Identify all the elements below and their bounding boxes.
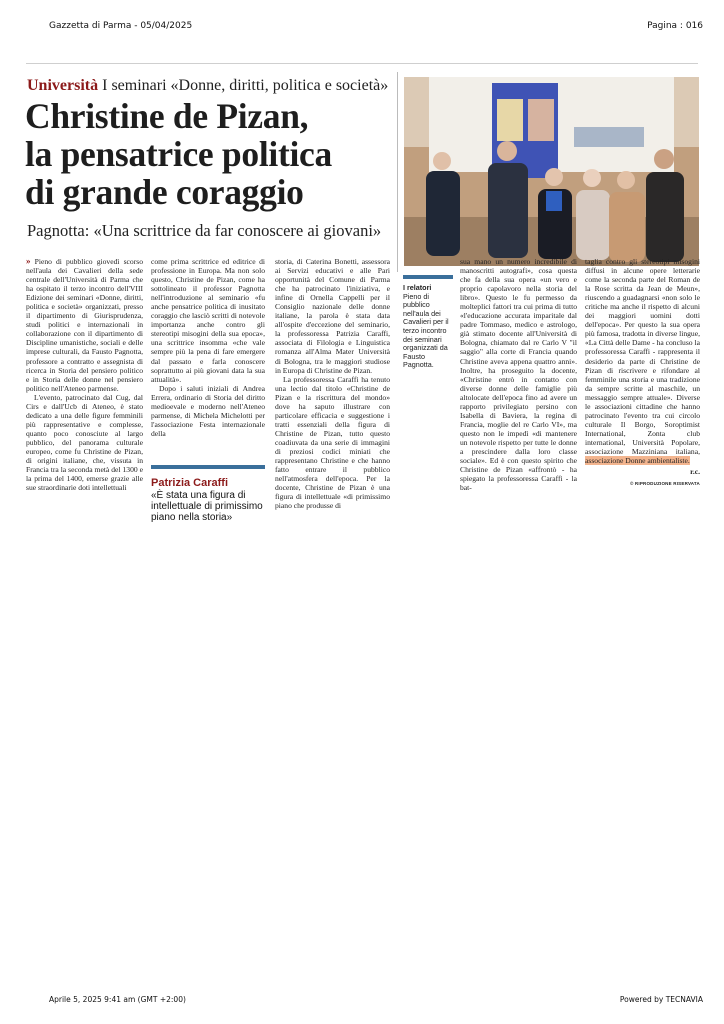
pull-quote-author: Patrizia Caraffi bbox=[151, 477, 229, 489]
newspaper-date: Gazzetta di Parma - 05/04/2025 bbox=[49, 21, 193, 31]
column-divider bbox=[397, 72, 398, 272]
page-number: Pagina : 016 bbox=[647, 21, 703, 31]
kicker-text: I seminari «Donne, diritti, politica e società» bbox=[102, 77, 389, 94]
paragraph: storia, di Caterina Bonetti, assessora ai Servizi educativi e alle Pari opportunità del Comune di Parma che ha patrocinato l'iniziativa, e infine di Ornella Cappelli per il Consiglio nazionale delle donne italiane, la parola è stata data all'ospite d'eccezione del seminario, la professoressa Patrizia Caraffi, associata di Filologia e Linguistica romanza all'Alma Mater Università di Bologna, tra le maggiori studiose in Europa di Christine de Pizan. bbox=[275, 257, 390, 375]
paragraph: Dopo i saluti iniziali di Andrea Errera, ordinario di Storia del diritto medioevale e moderno nell'Ateneo parmense, di Michela Michelotti per l'associazione Festa internazionale della bbox=[151, 383, 265, 438]
caption-rule bbox=[403, 275, 453, 279]
pull-quote-text: «È stata una figura di intellettuale di primissimo piano nella storia» bbox=[151, 490, 263, 523]
pull-quote bbox=[151, 465, 265, 523]
article-subhead: Pagnotta: «Una scrittrice da far conoscere ai giovani» bbox=[27, 221, 382, 240]
paragraph: sua mano un numero incredibile di manoscritti autografi», cosa questa che fa della sua opera «un vero e proprio capolavoro nella storia del libro». Questo le fu permesso da molteplici fattori tra cui prima di tutto «l'educazione accurata imparitale dal padre Tommaso, medico e astrologo, già stimato docente all'Università di Bologna, chiamato dal re Carlo V "il saggio" alla corte di Francia quando Christine aveva appena quattro anni». Inoltre, ha proseguito la docente, «Christine entrò in contatto con diverse donne delle famiglie più altolocate dell'epoca fino ad avere un rapporto privilegiato persino con Isabella di Baviera, la regina di Francia, moglie del re Carlo VI», ma questo non le impedì «di mantenere un notevole rispetto per tutte le donne a prescindere dalla loro classe sociale». Ed è con questo spirito che Christine de Pizan «affrontò - ha spiegato la professoressa Caraffi - la bat- bbox=[460, 257, 577, 493]
footer-credit: Powered by TECNAVIA bbox=[619, 995, 703, 1004]
caption-title: I relatori bbox=[403, 283, 432, 292]
footer-timestamp: Aprile 5, 2025 9:41 am (GMT +2:00) bbox=[49, 995, 186, 1004]
article-column-3 bbox=[275, 257, 390, 510]
group-photo-illustration bbox=[404, 77, 699, 266]
section-label: Università bbox=[27, 77, 99, 94]
page-footer bbox=[49, 995, 703, 1007]
headline-line-1: Christine de Pizan, bbox=[25, 96, 309, 136]
lead-chevron-icon: » bbox=[26, 256, 31, 266]
article-column-4 bbox=[460, 257, 577, 492]
article-column-1 bbox=[26, 257, 143, 492]
article-photo bbox=[404, 77, 699, 266]
paragraph: come prima scrittrice ed editrice di professione in Europa. Ma non solo questo, Christine de Pizan, come ha sottolineato il professor Pagnotta nell'introduzione al seminario «fu anche pensatrice politica di inusitato coraggio che lasciò scritti di notevole importanza anche contro gli stereotipi misogini della sua epoca», una scrittrice insomma «che vale sempre più la pena di fare emergere dal passato e farla conoscere soprattutto ai più giovani data la sua attualità». bbox=[151, 257, 265, 384]
article-column-5 bbox=[585, 257, 700, 488]
photo-caption bbox=[403, 275, 453, 370]
headline-line-3: di grande coraggio bbox=[25, 172, 304, 212]
highlighted-text: associazione Donne ambientaliste. bbox=[585, 456, 690, 466]
paragraph: taglia contro gli stereotipi misogini diffusi in alcune opere letterarie come la seconda parte del Roman de la Rose scritta da Jean de Meun», riuscendo a guadagnarsi «non solo le critiche ma anche il rispetto di alcuni dei maggiori uomini dotti dell'epoca». Per questo la sua opera più famosa, tradotta in diverse lingue, «La Città delle Dame - ha concluso la professoressa Caraffi - rappresenta il desiderio da parte di Christine de Pizan di riscrivere e rifondare al femminile una storia e una tradizione da sempre scritte al maschile, un messaggio sempre attuale». Diverse le associazioni cittadine che hanno patrocinato l'evento tra cui circolo culturale Il Borgo, Soroptimist International, Zonta club international, Università Popolare, associazione Mazziniana italiana, associazione Donne ambientaliste. bbox=[585, 257, 700, 466]
page-header bbox=[49, 21, 703, 35]
copyright-notice: © RIPRODUZIONE RISERVATA bbox=[629, 481, 700, 487]
paragraph: » Pieno di pubblico giovedì scorso nell'aula dei Cavalieri della sede centrale dell'Università di Parma che ha ospitato il terzo incontro dell'VIII Edizione dei seminari «Donne, diritti, politica e società» organizzati, presso il dipartimento di Giurisprudenza, studi politici e internazionali in collaborazione con il dipartimento di Discipline umanistiche, sociali e delle imprese culturali, da Fausto Pagnotta, professore a contratto e assegnista di ricerca in Storia del pensiero politico e in Storia delle donne nel pensiero politico nell'Ateneo parmense. bbox=[26, 256, 143, 393]
article-column-2 bbox=[151, 257, 265, 438]
header-divider bbox=[26, 63, 698, 64]
caption-text: Pieno di pubblico nell'aula dei Cavalieri per il terzo incontro dei seminari organizzati da Fausto Pagnotta. bbox=[403, 291, 449, 370]
pull-quote-rule bbox=[151, 465, 265, 469]
headline-line-2: la pensatrice politica bbox=[25, 134, 332, 174]
article-headline bbox=[25, 97, 395, 211]
paragraph: L'evento, patrocinato dal Cug, dal Cirs e dall'Ucb di Ateneo, è stato dedicato a una delle figure femminili più rappresentative e complesse, quanto poco conosciute al largo pubblico, del panorama culturale europeo, come fu Christine de Pizan, di origini italiane, che, vissuta in Francia tra la seconda metà del 1300 e la prima del 1400, emerse grazie alle sue straordinarie doti intellettuali bbox=[26, 392, 143, 493]
author-signature: r.c. bbox=[690, 467, 700, 477]
article-kicker bbox=[27, 77, 388, 95]
paragraph: La professoressa Caraffi ha tenuto una lectio dal titolo «Christine de Pizan e la riscrittura del mondo» dove ha saputo illustrare con particolare efficacia e suggestione i tratti essenziali della figura di Christine de Pizan, tutto questo coadiuvata da una serie di immagini di preziosi codici miniati che rappresentano Christine e che hanno fatto entrare il pubblico nell'atmosfera dell'epoca. Per la docente, Christine de Pizan è una figura di intellettuale «di primissimo piano che produsse di bbox=[275, 374, 390, 511]
